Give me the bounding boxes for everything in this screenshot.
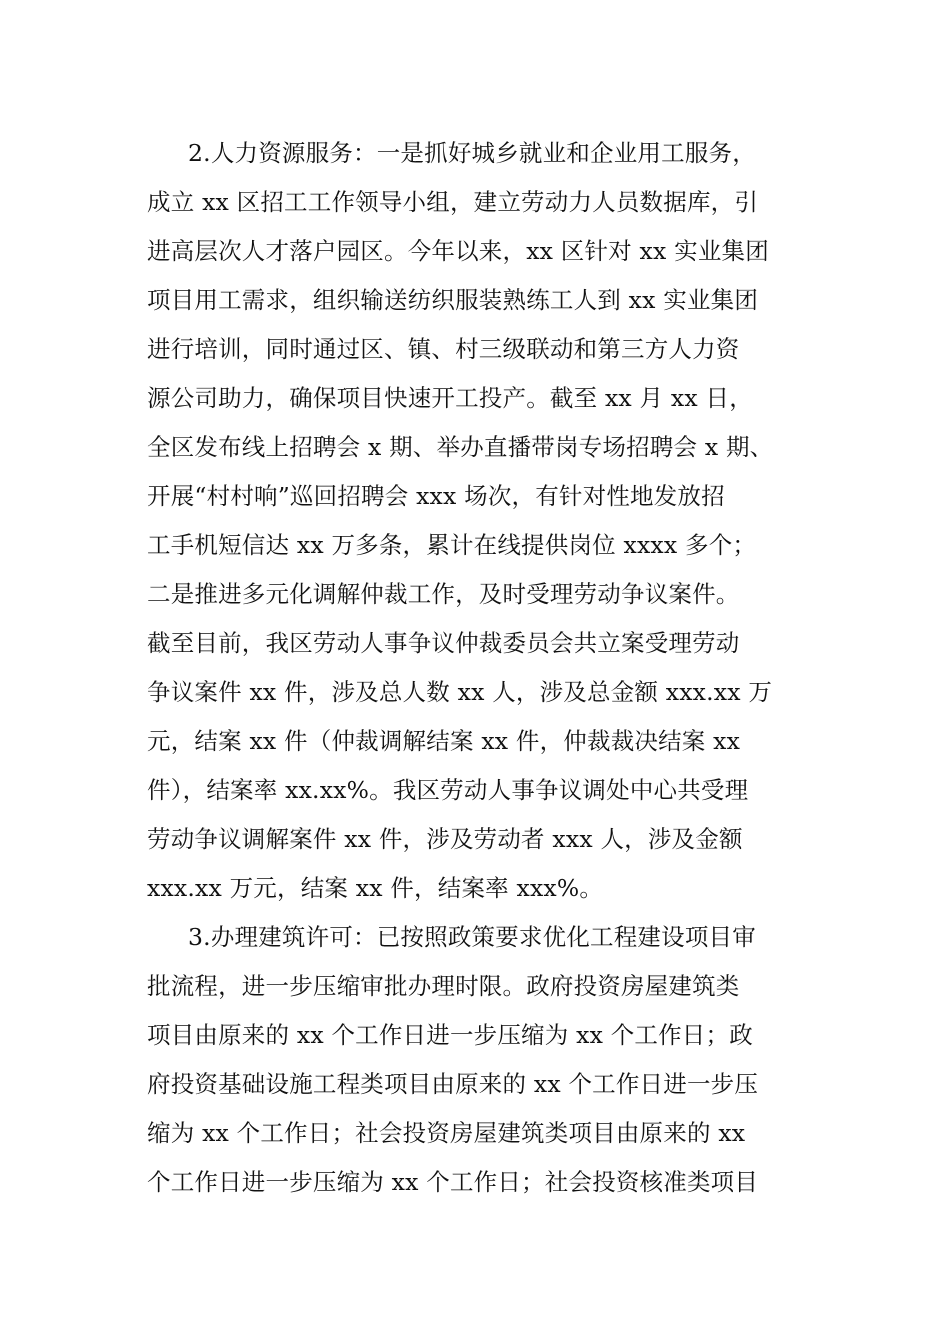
text-line: 全区发布线上招聘会 x 期、举办直播带岗专场招聘会 x 期、 — [147, 433, 774, 461]
text-line: 进行培训，同时通过区、镇、村三级联动和第三方人力资 — [147, 335, 740, 363]
text-line: 缩为 xx 个工作日；社会投资房屋建筑类项目由原来的 xx — [147, 1119, 746, 1147]
text-line: 批流程，进一步压缩审批办理时限。政府投资房屋建筑类 — [147, 972, 740, 1000]
text-line: 件），结案率 xx.xx%。我区劳动人事争议调处中心共受理 — [147, 776, 749, 804]
text-line: 元，结案 xx 件（仲裁调解结案 xx 件，仲裁裁决结案 xx — [147, 727, 741, 755]
text-line: 二是推进多元化调解仲裁工作，及时受理劳动争议案件。 — [147, 580, 740, 608]
text-line: 工手机短信达 xx 万多条，累计在线提供岗位 xxxx 多个； — [147, 531, 757, 559]
text-line: 开展“村村响”巡回招聘会 xxx 场次，有针对性地发放招 — [147, 482, 725, 510]
text-line: 争议案件 xx 件，涉及总人数 xx 人，涉及总金额 xxx.xx 万 — [147, 678, 773, 706]
text-line: 成立 xx 区招工工作领导小组，建立劳动力人员数据库，引 — [147, 188, 759, 216]
text-line: 项目用工需求，组织输送纺织服装熟练工人到 xx 实业集团 — [147, 286, 759, 314]
text-line: 劳动争议调解案件 xx 件，涉及劳动者 xxx 人，涉及金额 — [147, 825, 743, 853]
text-line: 2.人力资源服务：一是抓好城乡就业和企业用工服务， — [188, 139, 756, 167]
text-line: 个工作日进一步压缩为 xx 个工作日；社会投资核准类项目 — [147, 1168, 759, 1196]
text-line: 府投资基础设施工程类项目由原来的 xx 个工作日进一步压 — [147, 1070, 759, 1098]
text-line: 源公司助力，确保项目快速开工投产。截至 xx 月 xx 日， — [147, 384, 753, 412]
text-line: 3.办理建筑许可：已按照政策要求优化工程建设项目审 — [188, 923, 756, 951]
text-line: 进高层次人才落户园区。今年以来，xx 区针对 xx 实业集团 — [147, 237, 769, 265]
text-line: 项目由原来的 xx 个工作日进一步压缩为 xx 个工作日；政 — [147, 1021, 753, 1049]
text-line: xxx.xx 万元，结案 xx 件，结案率 xxx%。 — [147, 874, 604, 902]
text-line: 截至目前，我区劳动人事争议仲裁委员会共立案受理劳动 — [147, 629, 740, 657]
